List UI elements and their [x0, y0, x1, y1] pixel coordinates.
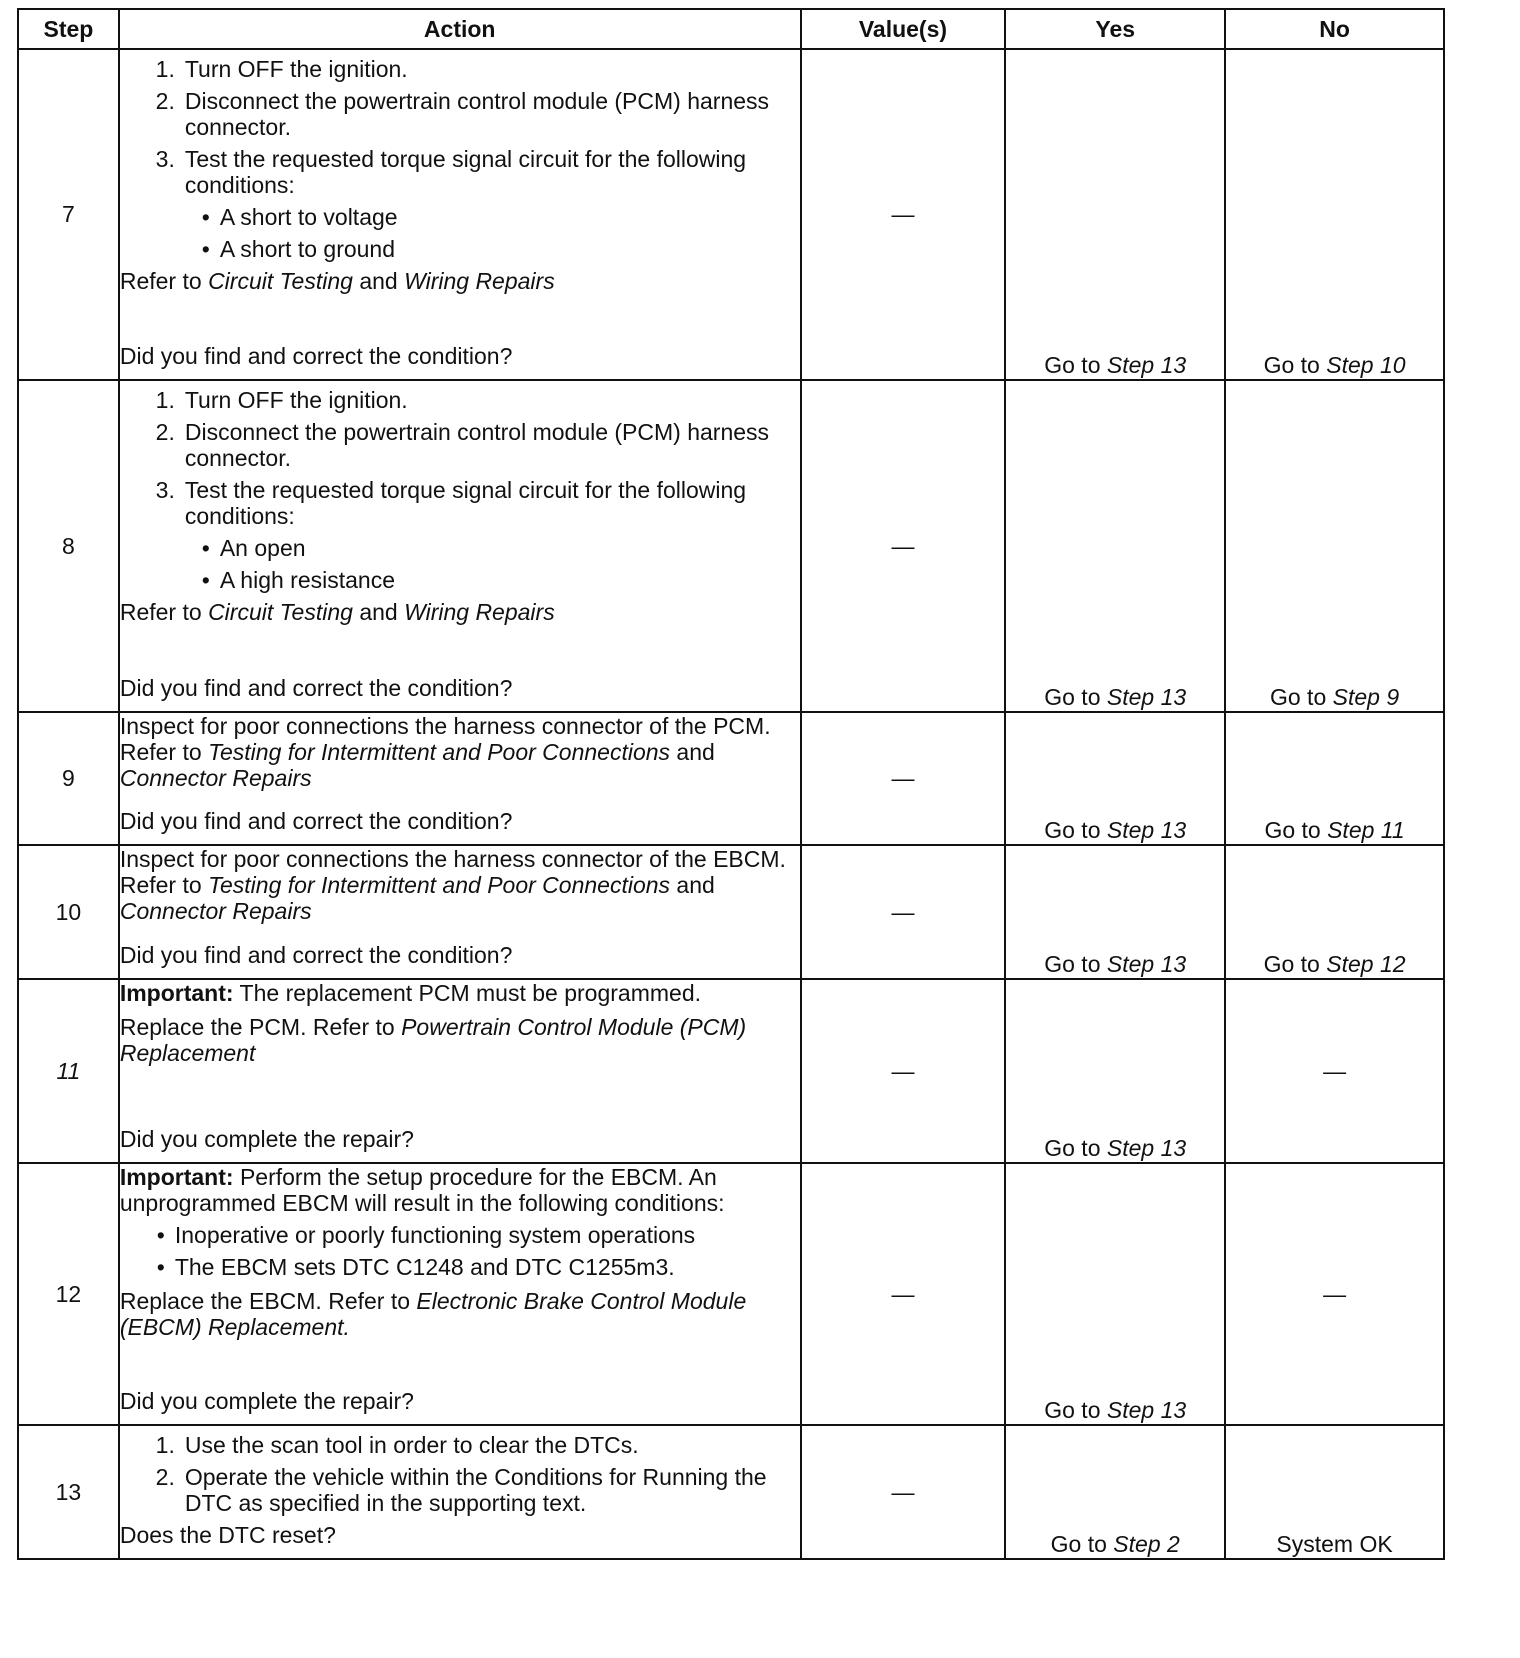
action-cell: [119, 845, 801, 979]
step-number: 7: [18, 49, 119, 380]
yes-cell: Go to Step 13: [1005, 380, 1225, 712]
list-item: 3. Test the requested torque signal circuit for the following conditions:: [155, 146, 747, 198]
question: Does the DTC reset?: [119, 1522, 336, 1548]
table-row: [18, 380, 1444, 712]
no-cell: Go to Step 9: [1225, 380, 1444, 712]
value-cell: —: [801, 380, 1006, 712]
header-step: Step: [18, 9, 119, 49]
step-number: 10: [18, 845, 119, 979]
value-cell: —: [801, 49, 1006, 380]
question: Did you complete the repair?: [119, 1388, 414, 1414]
step-number: 11: [18, 979, 119, 1163]
header-yes: Yes: [1005, 9, 1225, 49]
bullet-item: • The EBCM sets DTC C1248 and DTC C1255m3.: [156, 1254, 675, 1280]
step-number: 12: [18, 1163, 119, 1425]
question: Did you find and correct the condition?: [119, 343, 513, 369]
table-row: [18, 1163, 1444, 1425]
question: Did you find and correct the condition?: [119, 942, 513, 968]
list-item: 1. Use the scan tool in order to clear the DTCs.: [155, 1432, 639, 1458]
list-item: 1. Turn OFF the ignition.: [155, 387, 408, 413]
no-cell: —: [1225, 979, 1444, 1163]
bullet-item: • Inoperative or poorly functioning system operations: [156, 1222, 696, 1248]
list-item: 2. Operate the vehicle within the Conditions for Running the DTC as specified in the supporting text.: [155, 1464, 767, 1516]
question: Did you find and correct the condition?: [119, 808, 513, 834]
header-action: Action: [119, 9, 801, 49]
action-cell: [119, 712, 801, 845]
yes-cell: Go to Step 13: [1005, 49, 1225, 380]
no-cell: Go to Step 12: [1225, 845, 1444, 979]
table-row: [18, 845, 1444, 979]
replace-text: Replace the PCM. Refer to Powertrain Control Module (PCM) Replacement: [119, 1014, 747, 1066]
table-row: [18, 979, 1444, 1163]
table-row: [18, 1425, 1444, 1559]
bullet-item: • An open: [201, 535, 306, 561]
question: Did you complete the repair?: [119, 1126, 414, 1152]
action-cell: [119, 49, 801, 380]
list-item: 1. Turn OFF the ignition.: [155, 56, 408, 82]
diagnostic-table: [17, 8, 1445, 1560]
action-cell: [119, 380, 801, 712]
table-row: [18, 49, 1444, 380]
value-cell: —: [801, 1163, 1006, 1425]
action-text: Inspect for poor connections the harness connector of the PCM. Refer to Testing for Intermittent and Poor Connections and Connector Repairs: [119, 713, 771, 791]
bullet-item: • A short to ground: [201, 236, 396, 262]
action-cell: [119, 1425, 801, 1559]
no-cell: System OK: [1225, 1425, 1444, 1559]
yes-cell: Go to Step 13: [1005, 712, 1225, 845]
list-item: 3. Test the requested torque signal circuit for the following conditions:: [155, 477, 747, 529]
no-cell: Go to Step 11: [1225, 712, 1444, 845]
value-cell: —: [801, 979, 1006, 1163]
no-cell: Go to Step 10: [1225, 49, 1444, 380]
yes-cell: Go to Step 13: [1005, 845, 1225, 979]
no-cell: —: [1225, 1163, 1444, 1425]
header-row: [18, 9, 1444, 49]
value-cell: —: [801, 845, 1006, 979]
important-note: Important: The replacement PCM must be programmed.: [119, 980, 702, 1006]
list-item: 2. Disconnect the powertrain control module (PCM) harness connector.: [155, 419, 770, 471]
action-cell: [119, 979, 801, 1163]
bullet-item: • A short to voltage: [201, 204, 398, 230]
yes-cell: Go to Step 13: [1005, 979, 1225, 1163]
table-row: [18, 712, 1444, 845]
refer-line: Refer to Circuit Testing and Wiring Repairs: [119, 599, 555, 625]
yes-cell: Go to Step 13: [1005, 1163, 1225, 1425]
header-no: No: [1225, 9, 1444, 49]
list-item: 2. Disconnect the powertrain control module (PCM) harness connector.: [155, 88, 770, 140]
step-number: 8: [18, 380, 119, 712]
value-cell: —: [801, 1425, 1006, 1559]
value-cell: —: [801, 712, 1006, 845]
question: Did you find and correct the condition?: [119, 675, 513, 701]
header-values: Value(s): [801, 9, 1006, 49]
step-number: 13: [18, 1425, 119, 1559]
refer-line: Refer to Circuit Testing and Wiring Repairs: [119, 268, 555, 294]
action-cell: [119, 1163, 801, 1425]
yes-cell: Go to Step 2: [1005, 1425, 1225, 1559]
bullet-item: • A high resistance: [201, 567, 396, 593]
important-note: Important: Perform the setup procedure for the EBCM. An unprogrammed EBCM will result in the following conditions:: [119, 1164, 725, 1216]
step-number: 9: [18, 712, 119, 845]
action-text: Inspect for poor connections the harness connector of the EBCM. Refer to Testing for Intermittent and Poor Connections and Connector Repairs: [119, 846, 786, 924]
replace-text: Replace the EBCM. Refer to Electronic Brake Control Module (EBCM) Replacement.: [119, 1288, 747, 1340]
